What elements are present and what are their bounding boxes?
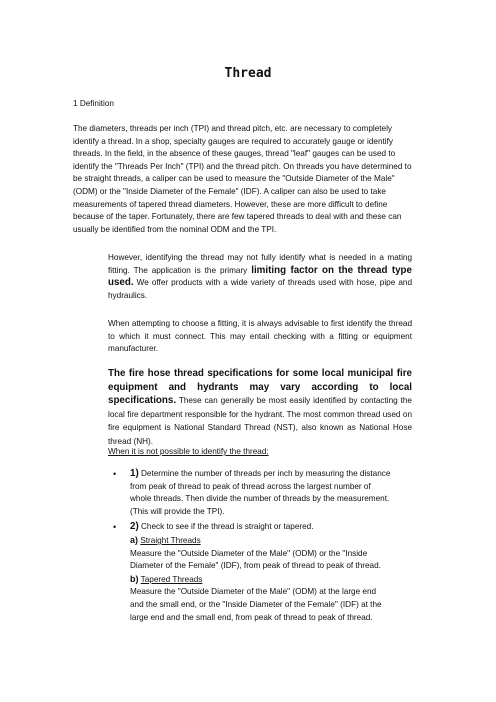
step-number: 2) [130, 521, 139, 533]
intro-line: threads. In the field, in the absence of these gauges, thread "leaf" gauges can be used to [73, 149, 396, 159]
intro-line: identify the "Threads Per Inch" (TPI) and the thread pitch. On threads you have determined to [73, 161, 412, 171]
intro-line: The diameters, threads per inch (TPI) and thread pitch, etc. are necessary to completely [73, 124, 393, 133]
intro-line: identify a thread. In a shop, specialty gauges are required to accurately gauge or identify [73, 136, 393, 146]
substep-text: large end and the small end, from peak of thread to peak of thread. [130, 612, 373, 622]
bullet-icon: • [113, 522, 117, 533]
intro-line: because of the taper. Fortunately, there are few tapered threads to deal with and these can [73, 212, 402, 222]
mating-fitting-text-a: However, identifying the thread may not fully identify what is needed in a mating fitting. The application is the primary [108, 253, 412, 275]
straight-threads-title: Straight Threads [140, 535, 201, 545]
identify-thread-heading: When it is not possible to identify the thread: [108, 447, 269, 456]
intro-line: measurements of tapered thread diameters. However, these are more difficult to define [73, 199, 388, 209]
step-text: from peak of thread to peak of thread across the largest number of [130, 481, 371, 491]
fire-hose-paragraph [108, 367, 412, 449]
intro-paragraph [73, 123, 435, 236]
step-number: 1) [130, 468, 139, 479]
intro-line: be straight threads, a caliper can be used to measure the "Outside Diameter of the Male" [73, 174, 395, 184]
bullet-icon: • [113, 469, 117, 479]
tapered-threads-title: Tapered Threads [140, 574, 203, 584]
choose-fitting-paragraph: When attempting to choose a fitting, it is always advisable to first identify the thread to which it must connect. This may entail checking with a fitting or equipment manufacturer. [108, 319, 412, 354]
substep-letter: b) [130, 573, 139, 584]
substep-text: Diameter of the Female" (IDF), from peak of thread to peak of thread. [130, 561, 381, 571]
fire-hose-emphasis: The fire hose thread specifications for some local municipal fire equipment and hydrants may vary according to local specifications. [108, 368, 412, 407]
substep-letter: a) [130, 534, 139, 545]
step-1 [113, 468, 430, 518]
step-text: Determine the number of threads per inch by measuring the distance [138, 469, 391, 478]
document-title: Thread [224, 66, 272, 81]
step-text: (This will provide the TPI). [130, 506, 225, 516]
mating-fitting-text-c: We offer products with a wide variety of threads used with hose, pipe and hydraulics. [108, 278, 412, 300]
step-text: whole threads. Then divide the number of threads by the measurement. [130, 494, 390, 504]
step-2 [113, 521, 430, 624]
substep-text: Measure the "Outside Diameter of the Male" (ODM) at the large end [130, 587, 377, 597]
section-heading: 1 Definition [73, 99, 114, 108]
substep-text: and the small end, or the "Inside Diameter of the Female" (IDF) at the [130, 599, 382, 609]
fire-hose-text: These can generally be most easily identified by contacting the local fire department responsible for the hydrant. The most common thread used on fire equipment is National Standard Thread (NST), also known as National Hose thread (NH). [108, 396, 412, 446]
identification-steps [113, 468, 430, 627]
limiting-factor-emphasis: limiting factor on the thread type used. [108, 264, 412, 289]
intro-line: (ODM) or the "Inside Diameter of the Female" (IDF). A caliper can also be used to take [73, 186, 386, 196]
substep-text: Measure the "Outside Diameter of the Male" (ODM) or the "Inside [130, 548, 368, 558]
mating-fitting-paragraph [108, 252, 412, 302]
step-text: Check to see if the thread is straight or tapered. [138, 522, 314, 532]
intro-line: usually be identified from the nominal ODM and the TPI. [73, 224, 277, 234]
